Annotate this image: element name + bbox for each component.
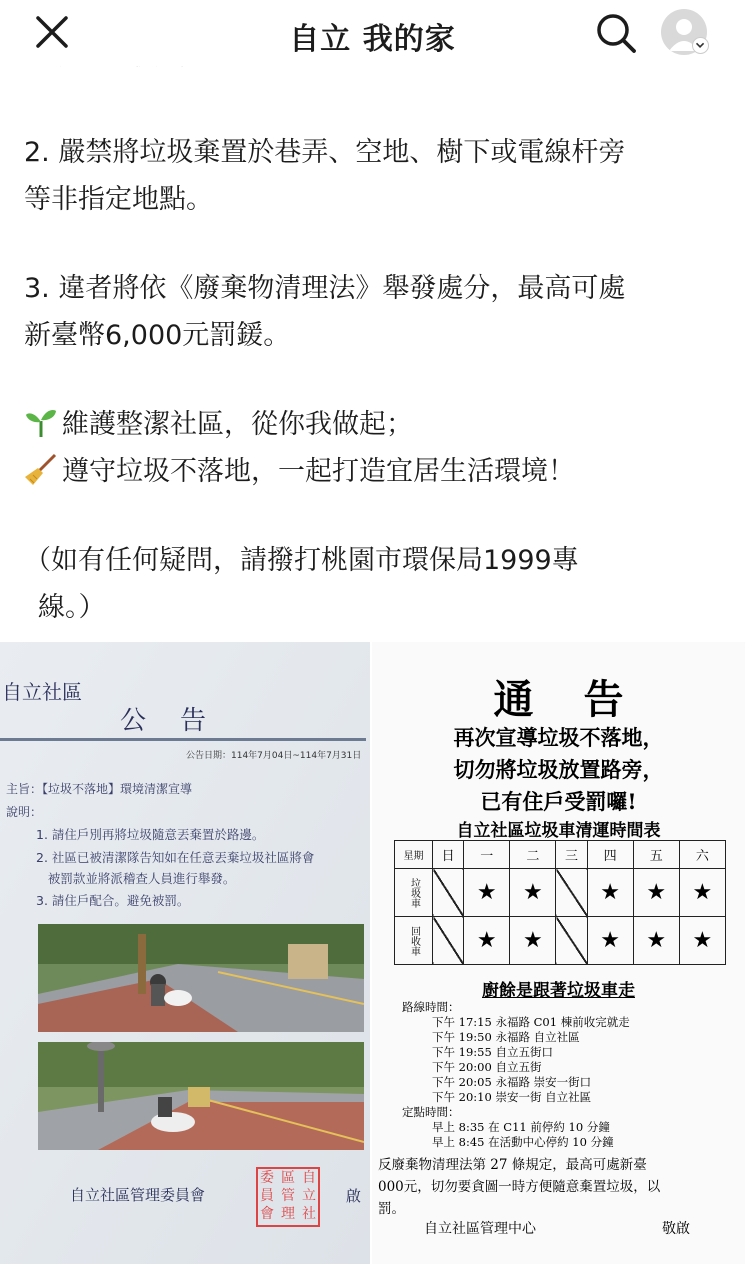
table-cell: 三	[556, 841, 587, 869]
table-cell: 五	[633, 841, 679, 869]
search-icon[interactable]	[594, 11, 638, 55]
table-cell-star: ★	[510, 869, 556, 917]
notice-title: 通告	[493, 676, 674, 723]
route-item: 下午 20:00 自立五街	[432, 1060, 542, 1074]
chevron-down-icon[interactable]	[692, 37, 709, 54]
notice-explain-label: 說明：	[6, 805, 43, 819]
closing-word: 啟	[346, 1187, 362, 1205]
community-name: 自立社區	[2, 680, 82, 704]
notice-item: 3. 請住戶配合。避免被罰。	[36, 893, 190, 908]
slogan-line-1: 維護整潔社區，從你我做起；	[24, 401, 724, 448]
table-row	[395, 869, 726, 917]
table-cell: 二	[510, 841, 556, 869]
route-item: 下午 20:05 永福路 崇安一街口	[432, 1075, 592, 1089]
notice-item: 2. 社區已被清潔隊告知如在任意丟棄垃圾社區將會	[36, 850, 315, 865]
table-cell-star: ★	[633, 869, 679, 917]
contact-text: （如有任何疑問，請撥打桃園市環保局1999專 線。）	[24, 545, 579, 623]
table-cell-empty	[556, 869, 587, 917]
notice-line: 切勿將垃圾放置路旁，	[453, 757, 664, 782]
fixed-time-label: 定點時間：	[402, 1105, 460, 1119]
slogan-line-2: 遵守垃圾不落地，一起打造宜居生活環境！	[24, 448, 724, 495]
management-center-signature: 自立社區管理中心	[424, 1221, 536, 1237]
fixed-time-item: 早上 8:35 在 C11 前停約 10 分鐘	[432, 1120, 610, 1134]
table-cell: 四	[587, 841, 633, 869]
table-row	[395, 917, 726, 965]
rule-3-text: 3. 違者將依《廢棄物清理法》舉發處分，最高可處 新臺幣6,000元罰鍰。	[24, 273, 626, 351]
notice-line: 已有住戶受罰囉!	[480, 789, 637, 814]
table-cell: 日	[433, 841, 464, 869]
row-label: 回收車	[395, 917, 433, 965]
table-cell-star: ★	[510, 917, 556, 965]
table-cell-star: ★	[587, 917, 633, 965]
fixed-time-item: 早上 8:45 在活動中心停約 10 分鐘	[432, 1135, 614, 1149]
route-item: 下午 17:15 永福路 C01 棟前收完就走	[432, 1015, 630, 1029]
rule-2-text: 2. 嚴禁將垃圾棄置於巷弄、空地、樹下或電線杆旁 等非指定地點。	[24, 137, 626, 215]
official-seal: 自 立 社 區 管 理 委 員 會	[256, 1167, 320, 1227]
route-item: 下午 19:50 永福路 自立社區	[432, 1030, 580, 1044]
heading-rule	[0, 738, 366, 741]
broom-icon	[24, 452, 58, 486]
closing-word-right: 敬啟	[662, 1221, 690, 1237]
row-label: 垃圾車	[395, 869, 433, 917]
table-cell-empty	[433, 917, 464, 965]
table-cell-empty	[556, 917, 587, 965]
route-label: 路線時間：	[402, 1000, 460, 1014]
committee-signature: 自立社區管理委員會	[70, 1186, 206, 1204]
table-cell-star: ★	[587, 869, 633, 917]
page-title: 自立 我的家	[289, 22, 456, 57]
notice-heading: 公告	[120, 706, 241, 736]
notice-item: 被罰款並將派稽查人員進行舉發。	[36, 871, 236, 886]
law-text-line: 000元，切勿要貪圖一時方便隨意棄置垃圾，以	[378, 1179, 661, 1195]
post-body	[24, 40, 724, 631]
table-cell: 一	[464, 841, 510, 869]
table-cell-empty	[433, 869, 464, 917]
top-app-bar	[0, 0, 745, 66]
notice-subject: 主旨：【垃圾不落地】環境清潔宣導	[6, 782, 193, 796]
table-cell-star: ★	[464, 869, 510, 917]
street-photo-1	[38, 924, 364, 1032]
table-cell-star: ★	[679, 869, 725, 917]
seedling-icon	[24, 405, 58, 439]
food-waste-note: 廚餘是跟著垃圾車走	[482, 981, 635, 1001]
law-text-line: 罰。	[378, 1201, 405, 1217]
table-cell: 六	[679, 841, 725, 869]
law-text-line: 反廢棄物清理法第 27 條規定，最高可處新臺	[378, 1157, 647, 1173]
route-item: 下午 20:10 崇安一街 自立社區	[432, 1090, 592, 1104]
schedule-table-title: 自立社區垃圾車清運時間表	[456, 821, 661, 841]
notice-item: 1. 請住戶別再將垃圾隨意丟棄置於路邊。	[36, 827, 265, 842]
street-photo-2	[38, 1042, 364, 1150]
table-header-row	[395, 841, 726, 869]
route-item: 下午 19:55 自立五街口	[432, 1045, 553, 1059]
schedule-table	[394, 840, 726, 965]
table-cell: 星期	[395, 841, 433, 869]
table-cell-star: ★	[464, 917, 510, 965]
table-cell-star: ★	[679, 917, 725, 965]
table-cell-star: ★	[633, 917, 679, 965]
notice-line: 再次宣導垃圾不落地，	[453, 725, 664, 750]
notice-date: 公告日期：114年7月04日~114年7月31日	[186, 751, 362, 761]
